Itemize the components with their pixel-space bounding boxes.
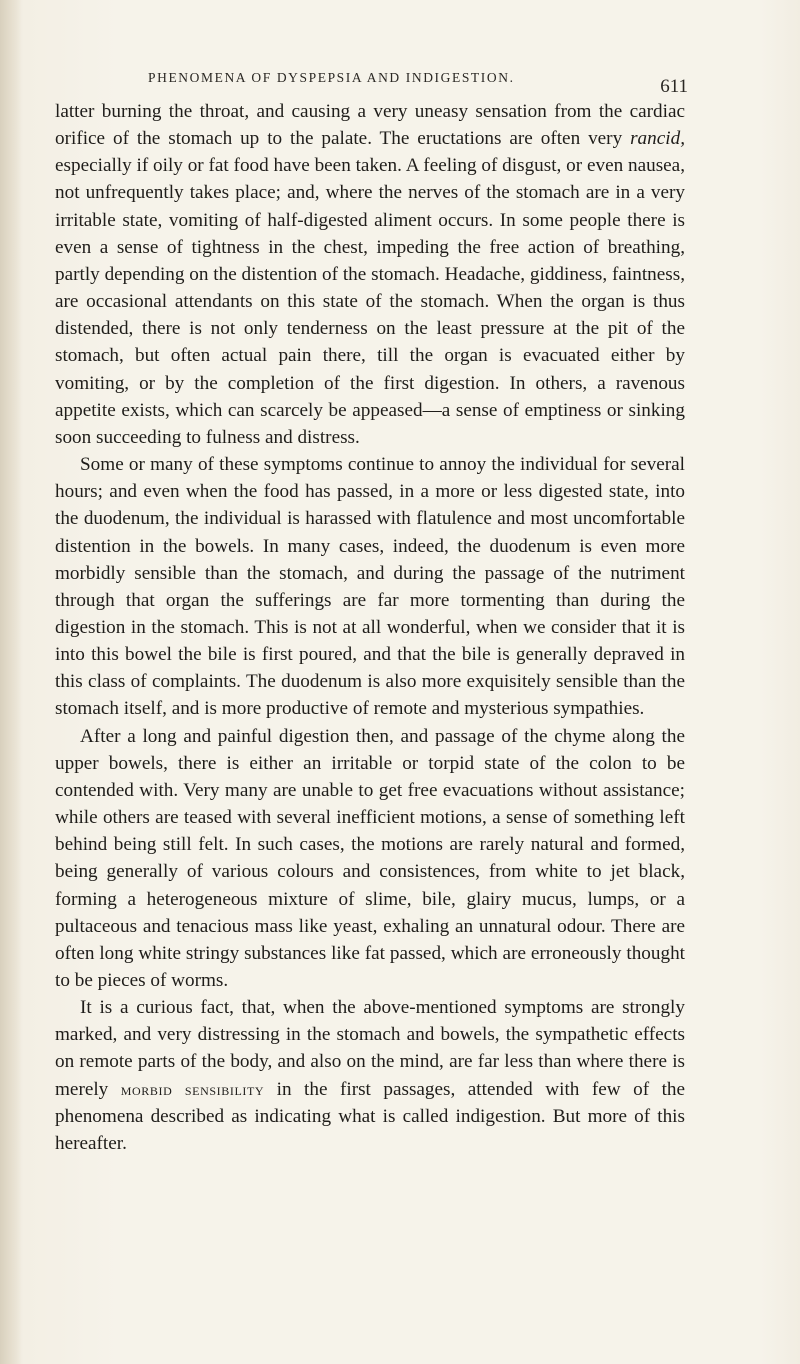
page-number: 611 xyxy=(660,76,688,97)
text-run: Some or many of these symptoms continue to annoy the individual for several hours; and even when the food has passed, in a more or less digested state, into the duodenum, the individual is harassed with flatulence and most uncomfortable distention in the bowels. In many cases, indeed, the duodenum is even more morbidly sensible than the stomach, and during the passage of the nutriment through that organ the sufferings are far more tormenting than during the digestion in the stomach. This is not at all wonderful, when we consider that it is into this bowel the bile is first poured, and that the bile is generally depraved in this class of complaints. The duodenum is also more exquisitely sensible than the stomach itself, and is more productive of remote and mysterious sympathies. xyxy=(55,454,685,720)
paragraph xyxy=(55,98,685,451)
paragraph xyxy=(55,451,685,723)
text-run: especially if oily or fat food have been taken. A feeling of disgust, or even nausea, not unfrequently takes place; and, where the nerves of the stomach are in a very irritable state, vomiting of half-digested aliment occurs. In some people there is even a sense of tightness in the chest, impeding the free action of breathing, partly depending on the distention of the stomach. Headache, giddiness, faintness, are occasional attendants on this state of the stomach. When the organ is thus distended, there is not only tenderness on the least pressure at the pit of the stomach, but often actual pain there, till the organ is evacuated either by vomiting, or by the completion of the first digestion. In others, a ravenous appetite exists, which can scarcely be appeased—a sense of emptiness or sinking soon succeeding to fulness and distress. xyxy=(55,155,685,448)
running-head: PHENOMENA OF DYSPEPSIA AND INDIGESTION. xyxy=(148,70,515,85)
text-run: After a long and painful digestion then, and passage of the chyme along the upper bowels, there is either an irritable or torpid state of the colon to be contended with. Very many are unable to get free evacuations without assistance; while others are teased with several inefficient motions, a sense of something left behind being still felt. In such cases, the motions are rarely natural and formed, being generally of various colours and consistences, from white to jet black, forming a heterogeneous mixture of slime, bile, glairy mucus, lumps, or a pultaceous and tenacious mass like yeast, exhaling an unnatural odour. There are often long white stringy substances like fat passed, which are erroneously thought to be pieces of worms. xyxy=(55,725,685,991)
text-run: in the first passages, attended with few of the phenomena described as indicating what is called indigestion. But more of this hereafter. xyxy=(55,1078,686,1154)
paragraph xyxy=(55,994,685,1157)
page-header xyxy=(148,70,688,86)
italic-run: rancid, xyxy=(630,128,685,150)
paragraph xyxy=(55,723,685,995)
body-text xyxy=(55,98,685,1157)
text-run: latter burning the throat, and causing a very uneasy sensation from the cardiac orifice of the stomach up to the palate. The eructations are often very xyxy=(55,101,685,150)
page-gutter-shadow xyxy=(0,0,22,1364)
text-run: It is a curious fact, that, when the above-mentioned symptoms are strongly marked, and very distressing in the stomach and bowels, the sympathetic effects on remote parts of the body, and also on the mind, are far less than where there is merely xyxy=(55,997,685,1100)
small-caps-run: morbid sensibility xyxy=(120,1079,265,1099)
